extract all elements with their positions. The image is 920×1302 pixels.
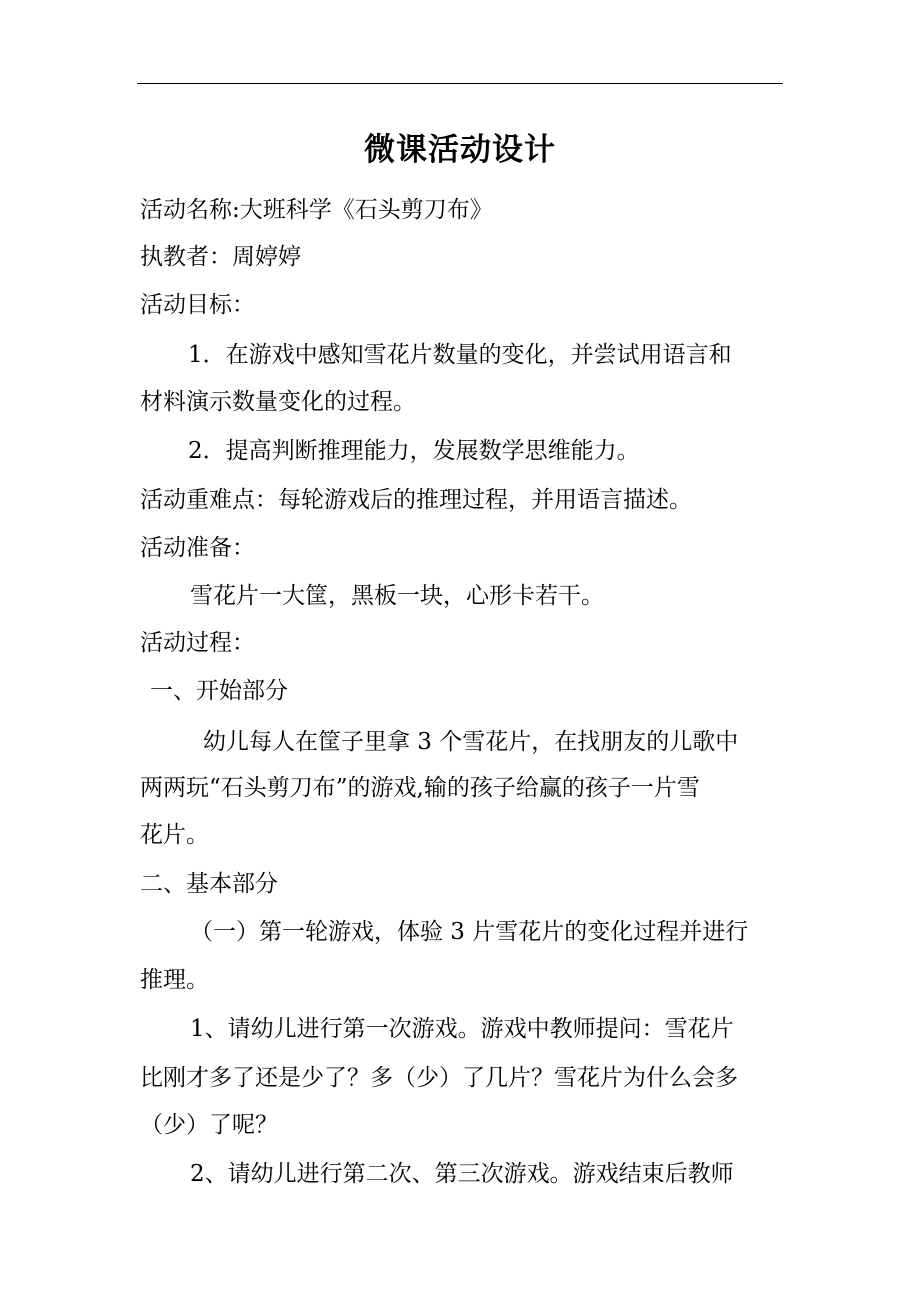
teacher-line: 执教者：周婷婷 [140,244,301,270]
step-1-line-3: （少）了呢？ [140,1112,278,1138]
goal-1-line-2: 材料演示数量变化的过程。 [140,389,416,415]
step-2-line-1: 2、请幼儿进行第二次、第三次游戏。游戏结束后教师 [190,1161,734,1187]
section-2-heading: 二、基本部分 [140,871,278,897]
round-1-heading-line-2: 推理。 [140,967,209,993]
section-1-heading: 一、开始部分 [150,678,288,704]
goal-2-line: 2．提高判断推理能力，发展数学思维能力。 [188,438,640,464]
step-1-line-1: 1、请幼儿进行第一次游戏。游戏中教师提问：雪花片 [190,1016,734,1042]
section-1-para-line-1: 幼儿每人在筐子里拿 3 个雪花片，在找朋友的儿歌中 [203,729,739,755]
key-points-line: 活动重难点：每轮游戏后的推理过程，并用语言描述。 [140,487,692,513]
round-1-heading-line-1: （一）第一轮游戏，体验 3 片雪花片的变化过程并进行 [190,919,749,945]
goal-1-line-1: 1．在游戏中感知雪花片数量的变化，并尝试用语言和 [188,342,732,368]
document-title: 微课活动设计 [364,132,556,168]
preparation-line: 雪花片一大筐，黑板一块，心形卡若干。 [190,583,604,609]
activity-name-line: 活动名称:大班科学《石头剪刀布》 [140,197,493,223]
section-1-para-line-3: 花片。 [140,822,209,848]
process-heading: 活动过程： [140,630,255,656]
goals-heading: 活动目标： [140,292,255,318]
preparation-heading: 活动准备： [140,535,255,561]
step-1-line-2: 比刚才多了还是少了？多（少）了几片？雪花片为什么会多 [140,1065,738,1091]
section-1-para-line-2: 两两玩“石头剪刀布”的游戏,输的孩子给赢的孩子一片雪 [140,775,700,801]
header-rule [137,83,783,84]
